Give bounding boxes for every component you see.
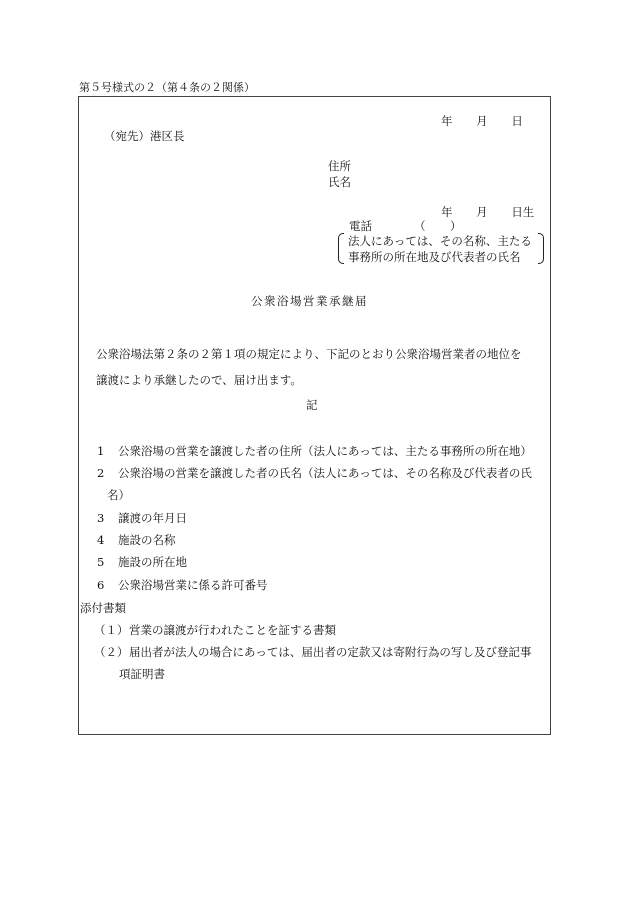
birth-date xyxy=(441,207,554,219)
body-text-line: 公衆浴場法第２条の２第１項の規定により、下記のとおり公衆浴場営業者の地位を xyxy=(96,347,522,361)
item-number: 5 xyxy=(97,555,105,569)
item-text: 施設の所在地 xyxy=(118,555,187,569)
item-text: 公衆浴場の営業を譲渡した者の住所（法人にあっては、主たる事務所の所在地） xyxy=(118,444,532,458)
attachment-text: 届出者が法人の場合にあっては、届出者の定款又は寄附行為の写し及び登記事 xyxy=(129,645,532,659)
attachment-text-continuation: 項証明書 xyxy=(119,667,165,681)
document-title: 公衆浴場営業承継届 xyxy=(251,294,368,308)
item-number: 1 xyxy=(97,444,105,458)
item-text: 公衆浴場営業に係る許可番号 xyxy=(118,578,268,592)
ki-heading: 記 xyxy=(306,398,318,412)
item-number: 6 xyxy=(97,578,105,592)
date-year-label: 年 xyxy=(441,114,453,128)
dob-day-label: 日生 xyxy=(511,205,535,219)
applicant-address-label: 住所 xyxy=(328,159,351,173)
attachment-number: （２） xyxy=(94,645,129,659)
body-text-line: 譲渡により承継したので、届け出ます。 xyxy=(96,373,302,387)
form-frame xyxy=(78,96,551,735)
corporation-note-line: 事務所の所在地及び代表者の氏名 xyxy=(348,250,521,264)
item-number: 2 xyxy=(97,466,105,480)
dob-year-label: 年 xyxy=(441,205,453,219)
item-number: 4 xyxy=(97,533,105,547)
corporation-note-line: 法人にあっては、その名称、主たる xyxy=(348,234,532,248)
attachment-text: 営業の譲渡が行われたことを証する書類 xyxy=(129,623,336,637)
item-text: 公衆浴場の営業を譲渡した者の氏名（法人にあっては、その名称及び代表者の氏 xyxy=(118,466,532,480)
applicant-name-label: 氏名 xyxy=(328,175,351,189)
phone-label: 電話 xyxy=(349,219,372,233)
date-day-label: 日 xyxy=(511,114,523,128)
phone-paren-open: （ xyxy=(414,219,426,233)
item-text: 施設の名称 xyxy=(118,533,176,547)
attachment-number: （１） xyxy=(94,623,129,637)
form-number-header: 第５号様式の２（第４条の２関係） xyxy=(79,81,255,94)
item-text-continuation: 名） xyxy=(107,488,130,502)
item-text: 譲渡の年月日 xyxy=(118,511,187,525)
item-number: 3 xyxy=(97,511,105,525)
addressee: （宛先）港区長 xyxy=(104,129,185,143)
phone-paren-close: ） xyxy=(450,219,462,233)
submission-date xyxy=(441,116,543,128)
right-bracket xyxy=(538,233,544,264)
dob-month-label: 月 xyxy=(476,205,488,219)
left-bracket xyxy=(338,233,344,264)
attachments-heading: 添付書類 xyxy=(80,601,126,615)
date-month-label: 月 xyxy=(476,114,488,128)
